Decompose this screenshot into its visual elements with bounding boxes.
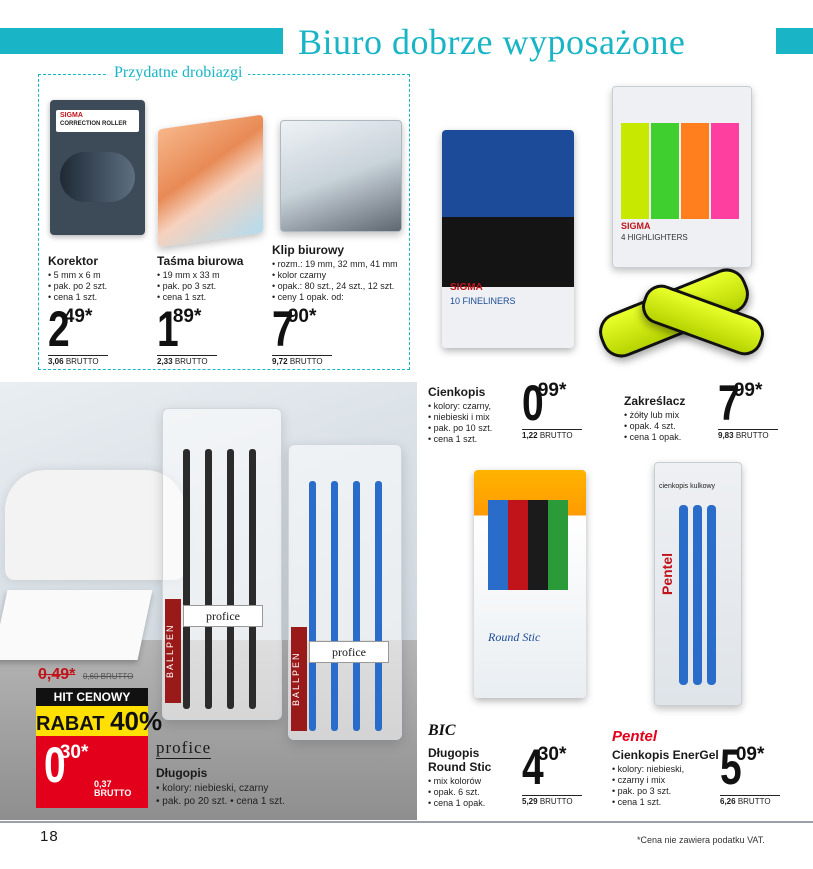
pkg-text: cienkopis kulkowy	[659, 483, 716, 490]
brutto-value: 0,37	[94, 779, 112, 789]
hit-price-box	[36, 736, 148, 808]
detail-item: • kolor czarny	[272, 270, 398, 281]
product-name: Klip biurowy	[272, 243, 344, 257]
binder-clips-box-image	[280, 120, 402, 232]
detail-item: • rozm.: 19 mm, 32 mm, 41 mm	[272, 259, 398, 270]
footer-divider	[0, 821, 813, 823]
brutto-tasma	[157, 355, 217, 366]
price-korektor	[48, 301, 93, 357]
detail-item: • mix kolorów	[428, 776, 491, 787]
price-decimal: 89*	[172, 306, 202, 327]
price-integer: 5	[720, 739, 741, 795]
brutto-label: BRUTTO	[735, 431, 769, 440]
ballpen-label: BALLPEN	[291, 627, 307, 731]
rabat-badge	[36, 706, 163, 736]
price-integer: 0	[44, 737, 65, 793]
brutto-label: BRUTTO	[65, 357, 99, 366]
brutto-cienkopis	[522, 429, 582, 440]
price-tasma	[157, 301, 202, 357]
old-price-value: 0,49*	[38, 666, 76, 683]
pkg-text: 10 FINELINERS	[450, 296, 516, 306]
rabat-value: 40%	[110, 706, 163, 736]
product-details	[428, 401, 492, 445]
footnote: *Cena nie zawiera podatku VAT.	[637, 835, 765, 845]
product-name: Korektor	[48, 254, 99, 268]
price-decimal: 49*	[63, 306, 93, 327]
brutto-value: 1,22	[522, 431, 538, 440]
brutto-value: 9,72	[272, 357, 288, 366]
pentel-logo: Pentel	[612, 728, 658, 745]
brutto-value: 2,33	[157, 357, 173, 366]
product-details	[48, 270, 107, 303]
highlighters-pack-image	[612, 86, 752, 268]
detail-item: • cena 1 opak.	[428, 798, 491, 809]
profice-logo: profice	[156, 738, 212, 757]
detail-item: • cena 1 szt.	[48, 292, 107, 303]
detail-item: • pak. po 3 szt.	[612, 786, 719, 797]
tape-dispenser-image	[158, 115, 263, 248]
price-decimal: 99*	[537, 380, 567, 401]
price-integer: 2	[48, 301, 69, 357]
price-klip	[272, 301, 317, 357]
price-zakreslacz	[718, 375, 763, 431]
brutto-label: BRUTTO	[539, 797, 573, 806]
detail-item: • cena 1 szt.	[428, 434, 492, 445]
pkg-text: Round Stic	[488, 630, 541, 644]
price-decimal: 90*	[287, 306, 317, 327]
product-klip	[272, 243, 398, 303]
pkg-label: profice	[183, 605, 263, 627]
price-integer: 7	[718, 375, 739, 431]
page-title: Biuro dobrze wyposażone	[298, 22, 686, 62]
product-details	[612, 764, 719, 808]
brutto-value: 9,83	[718, 431, 734, 440]
price-energel	[720, 739, 765, 795]
detail-item: • żółty lub mix	[624, 410, 685, 421]
detail-item: • niebieski i mix	[428, 412, 492, 423]
bic-pens-pack-image	[474, 470, 586, 698]
product-details	[624, 410, 685, 443]
price-integer: 4	[522, 739, 543, 795]
pkg-brand: Pentel	[659, 553, 675, 596]
pkg-brand: SIGMA	[60, 112, 83, 119]
price-integer: 7	[272, 301, 293, 357]
chair-shape	[5, 470, 185, 580]
pkg-brand: SIGMA	[621, 221, 651, 231]
brutto-value: 6,26	[720, 797, 736, 806]
header-accent-bar-left	[0, 28, 283, 54]
bic-logo: BIC	[428, 722, 456, 739]
price-decimal: 99*	[733, 380, 763, 401]
brutto-label: BRUTTO	[289, 357, 323, 366]
detail-item: • cena 1 opak.	[624, 432, 685, 443]
pkg-text: CORRECTION ROLLER	[60, 121, 127, 127]
product-name-line1: Długopis	[428, 746, 480, 760]
product-name: Taśma biurowa	[157, 254, 244, 268]
product-dlugopis-bic	[428, 746, 491, 809]
product-name: Cienkopis EnerGel	[612, 748, 719, 762]
brutto-korektor	[48, 355, 108, 366]
brutto-klip	[272, 355, 332, 366]
product-tasma	[157, 254, 243, 303]
product-energel	[612, 748, 719, 808]
product-name: Długopis	[156, 766, 208, 780]
detail-item: • kolory: czarny,	[428, 401, 492, 412]
old-brutto: 0,60 BRUTTO	[82, 672, 134, 681]
price-decimal: 30*	[537, 744, 567, 765]
pkg-text: 4 HIGHLIGHTERS	[621, 233, 688, 242]
detail-item: • opak. 4 szt.	[624, 421, 685, 432]
pen-case-black	[162, 408, 282, 720]
page-number: 18	[40, 828, 59, 845]
brutto-profice	[94, 780, 131, 798]
detail-item: • pak. po 10 szt.	[428, 423, 492, 434]
price-integer: 0	[522, 375, 543, 431]
ballpen-label: BALLPEN	[165, 599, 181, 703]
product-cienkopis	[428, 385, 492, 445]
brutto-value: 5,29	[522, 797, 538, 806]
detail-item: • kolory: niebieski,	[612, 764, 719, 775]
product-dlugopis-profice	[156, 766, 285, 808]
brutto-label: BRUTTO	[539, 431, 573, 440]
notebook-shape	[0, 590, 152, 660]
detail-item: • pak. po 3 szt.	[157, 281, 243, 292]
correction-roller-image	[50, 100, 145, 235]
product-name: Zakreślacz	[624, 394, 686, 408]
detail-item: • pak. po 2 szt.	[48, 281, 107, 292]
product-korektor	[48, 254, 107, 303]
price-cienkopis	[522, 375, 567, 431]
detail-item: • pak. po 20 szt. • cena 1 szt.	[156, 795, 285, 808]
price-decimal: 30*	[59, 742, 89, 763]
detail-item: • czarny i mix	[612, 775, 719, 786]
old-price	[38, 666, 133, 684]
pentel-energel-pack-image	[654, 462, 742, 706]
section-title: Przydatne drobiazgi	[108, 64, 248, 82]
product-details	[156, 782, 285, 808]
detail-item: • cena 1 szt.	[157, 292, 243, 303]
detail-item: • kolory: niebieski, czarny	[156, 782, 285, 795]
price-decimal: 09*	[735, 744, 765, 765]
detail-item: • ceny 1 opak. od:	[272, 292, 398, 303]
product-name: Cienkopis	[428, 385, 486, 399]
hit-cenowy-badge: HIT CENOWY	[36, 688, 148, 706]
fineliners-pack-image	[442, 130, 574, 348]
detail-item: • 19 mm x 33 m	[157, 270, 243, 281]
brutto-zakreslacz	[718, 429, 778, 440]
brutto-energel	[720, 795, 780, 806]
product-zakreslacz	[624, 394, 685, 443]
product-details	[272, 259, 398, 303]
brutto-value: 3,06	[48, 357, 64, 366]
brutto-bic	[522, 795, 582, 806]
pen-case-blue	[288, 444, 402, 740]
product-details	[157, 270, 243, 303]
detail-item: • 5 mm x 6 m	[48, 270, 107, 281]
header-accent-bar-right	[776, 28, 813, 54]
product-name-line2: Round Stic	[428, 760, 492, 774]
brutto-label: BRUTTO	[174, 357, 208, 366]
detail-item: • opak.: 80 szt., 24 szt., 12 szt.	[272, 281, 398, 292]
detail-item: • opak. 6 szt.	[428, 787, 491, 798]
price-bic	[522, 739, 567, 795]
product-details	[428, 776, 491, 809]
detail-item: • cena 1 szt.	[612, 797, 719, 808]
brutto-label: BRUTTO	[737, 797, 771, 806]
pkg-brand: SIGMA	[450, 282, 483, 293]
rabat-label: RABAT	[36, 713, 105, 735]
price-integer: 1	[157, 301, 178, 357]
brutto-label: BRUTTO	[94, 788, 132, 798]
pkg-label: profice	[309, 641, 389, 663]
